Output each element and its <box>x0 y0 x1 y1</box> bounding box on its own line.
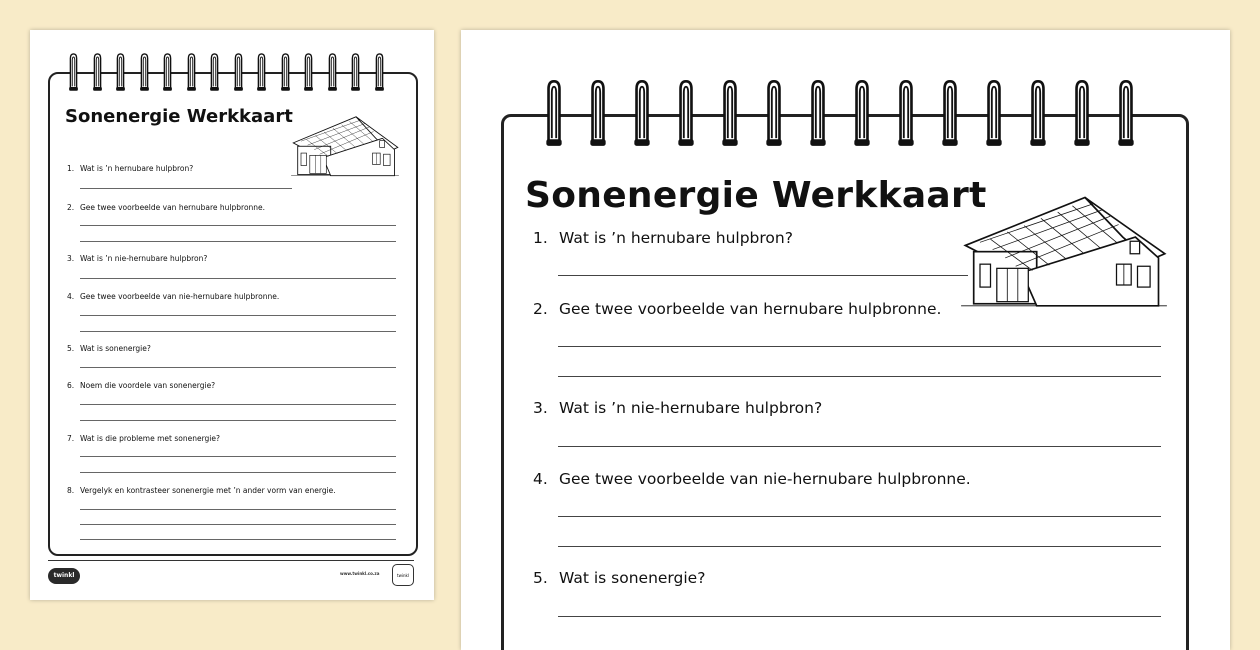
answer-line <box>80 420 396 421</box>
answer-line <box>80 539 396 540</box>
spiral-ring-icon <box>66 52 81 96</box>
answer-line <box>80 367 396 368</box>
solar-house-icon <box>290 110 400 178</box>
spiral-ring-icon <box>1113 78 1139 152</box>
spiral-ring-icon <box>207 52 222 96</box>
answer-line <box>558 446 1161 447</box>
spiral-ring-icon <box>805 78 831 152</box>
worksheet-zoomed[interactable] <box>461 30 1230 650</box>
answer-line <box>80 188 292 189</box>
question-item: 3. Wat is ’n nie-hernubare hulpbron? <box>67 254 208 263</box>
question-item: 5. Wat is sonenergie? <box>67 344 151 353</box>
answer-line <box>80 241 396 242</box>
spiral-ring-icon <box>113 52 128 96</box>
spiral-ring-icon <box>137 52 152 96</box>
spiral-ring-icon <box>372 52 387 96</box>
worksheet-title: Sonenergie Werkkaart <box>525 175 987 216</box>
question-item: 2. Gee twee voorbeelde van hernubare hulpbronne. <box>533 300 942 318</box>
footer-divider <box>48 560 414 561</box>
answer-line <box>558 376 1161 377</box>
answer-line <box>80 278 396 279</box>
spiral-ring-icon <box>278 52 293 96</box>
question-item: 4. Gee twee voorbeelde van nie-hernubare hulpbronne. <box>67 292 280 301</box>
answer-line <box>80 225 396 226</box>
spiral-ring-icon <box>90 52 105 96</box>
spiral-binding <box>541 78 1139 152</box>
question-item: 3. Wat is ’n nie-hernubare hulpbron? <box>533 399 823 417</box>
question-item: 8. Vergelyk en kontrasteer sonenergie met ’n ander vorm van energie. <box>67 486 336 495</box>
answer-line <box>80 524 396 525</box>
spiral-ring-icon <box>254 52 269 96</box>
answer-line <box>80 509 396 510</box>
spiral-ring-icon <box>981 78 1007 152</box>
worksheet-thumbnail[interactable] <box>30 30 434 600</box>
solar-house-icon <box>959 185 1169 310</box>
answer-line <box>558 616 1161 617</box>
spiral-ring-icon <box>629 78 655 152</box>
twinkl-logo: twinkl <box>48 568 80 584</box>
answer-line <box>80 456 396 457</box>
spiral-ring-icon <box>1069 78 1095 152</box>
answer-line <box>80 472 396 473</box>
spiral-ring-icon <box>231 52 246 96</box>
answer-line <box>80 404 396 405</box>
spiral-ring-icon <box>937 78 963 152</box>
question-item: 1. Wat is ’n hernubare hulpbron? <box>533 229 793 247</box>
spiral-ring-icon <box>160 52 175 96</box>
question-item: 6. Noem die voordele van sonenergie? <box>67 381 216 390</box>
worksheet-title: Sonenergie Werkkaart <box>65 106 293 127</box>
spiral-ring-icon <box>893 78 919 152</box>
question-item: 5. Wat is sonenergie? <box>533 569 706 587</box>
spiral-ring-icon <box>761 78 787 152</box>
question-item: 2. Gee twee voorbeelde van hernubare hulpbronne. <box>67 203 266 212</box>
footer-url: www.twinkl.co.za <box>340 571 380 576</box>
spiral-ring-icon <box>1025 78 1051 152</box>
answer-line <box>558 346 1161 347</box>
answer-line <box>80 315 396 316</box>
question-item: 4. Gee twee voorbeelde van nie-hernubare hulpbronne. <box>533 470 971 488</box>
spiral-ring-icon <box>301 52 316 96</box>
answer-line <box>558 546 1161 547</box>
spiral-ring-icon <box>717 78 743 152</box>
spiral-ring-icon <box>184 52 199 96</box>
spiral-ring-icon <box>585 78 611 152</box>
question-item: 1. Wat is ’n hernubare hulpbron? <box>67 164 194 173</box>
spiral-ring-icon <box>849 78 875 152</box>
question-item: 7. Wat is die probleme met sonenergie? <box>67 434 220 443</box>
spiral-ring-icon <box>348 52 363 96</box>
answer-line <box>80 331 396 332</box>
spiral-ring-icon <box>673 78 699 152</box>
spiral-ring-icon <box>325 52 340 96</box>
twinkl-badge: twinkl <box>392 564 414 586</box>
spiral-binding <box>66 52 387 96</box>
answer-line <box>558 516 1161 517</box>
answer-line <box>558 275 968 276</box>
spiral-ring-icon <box>541 78 567 152</box>
